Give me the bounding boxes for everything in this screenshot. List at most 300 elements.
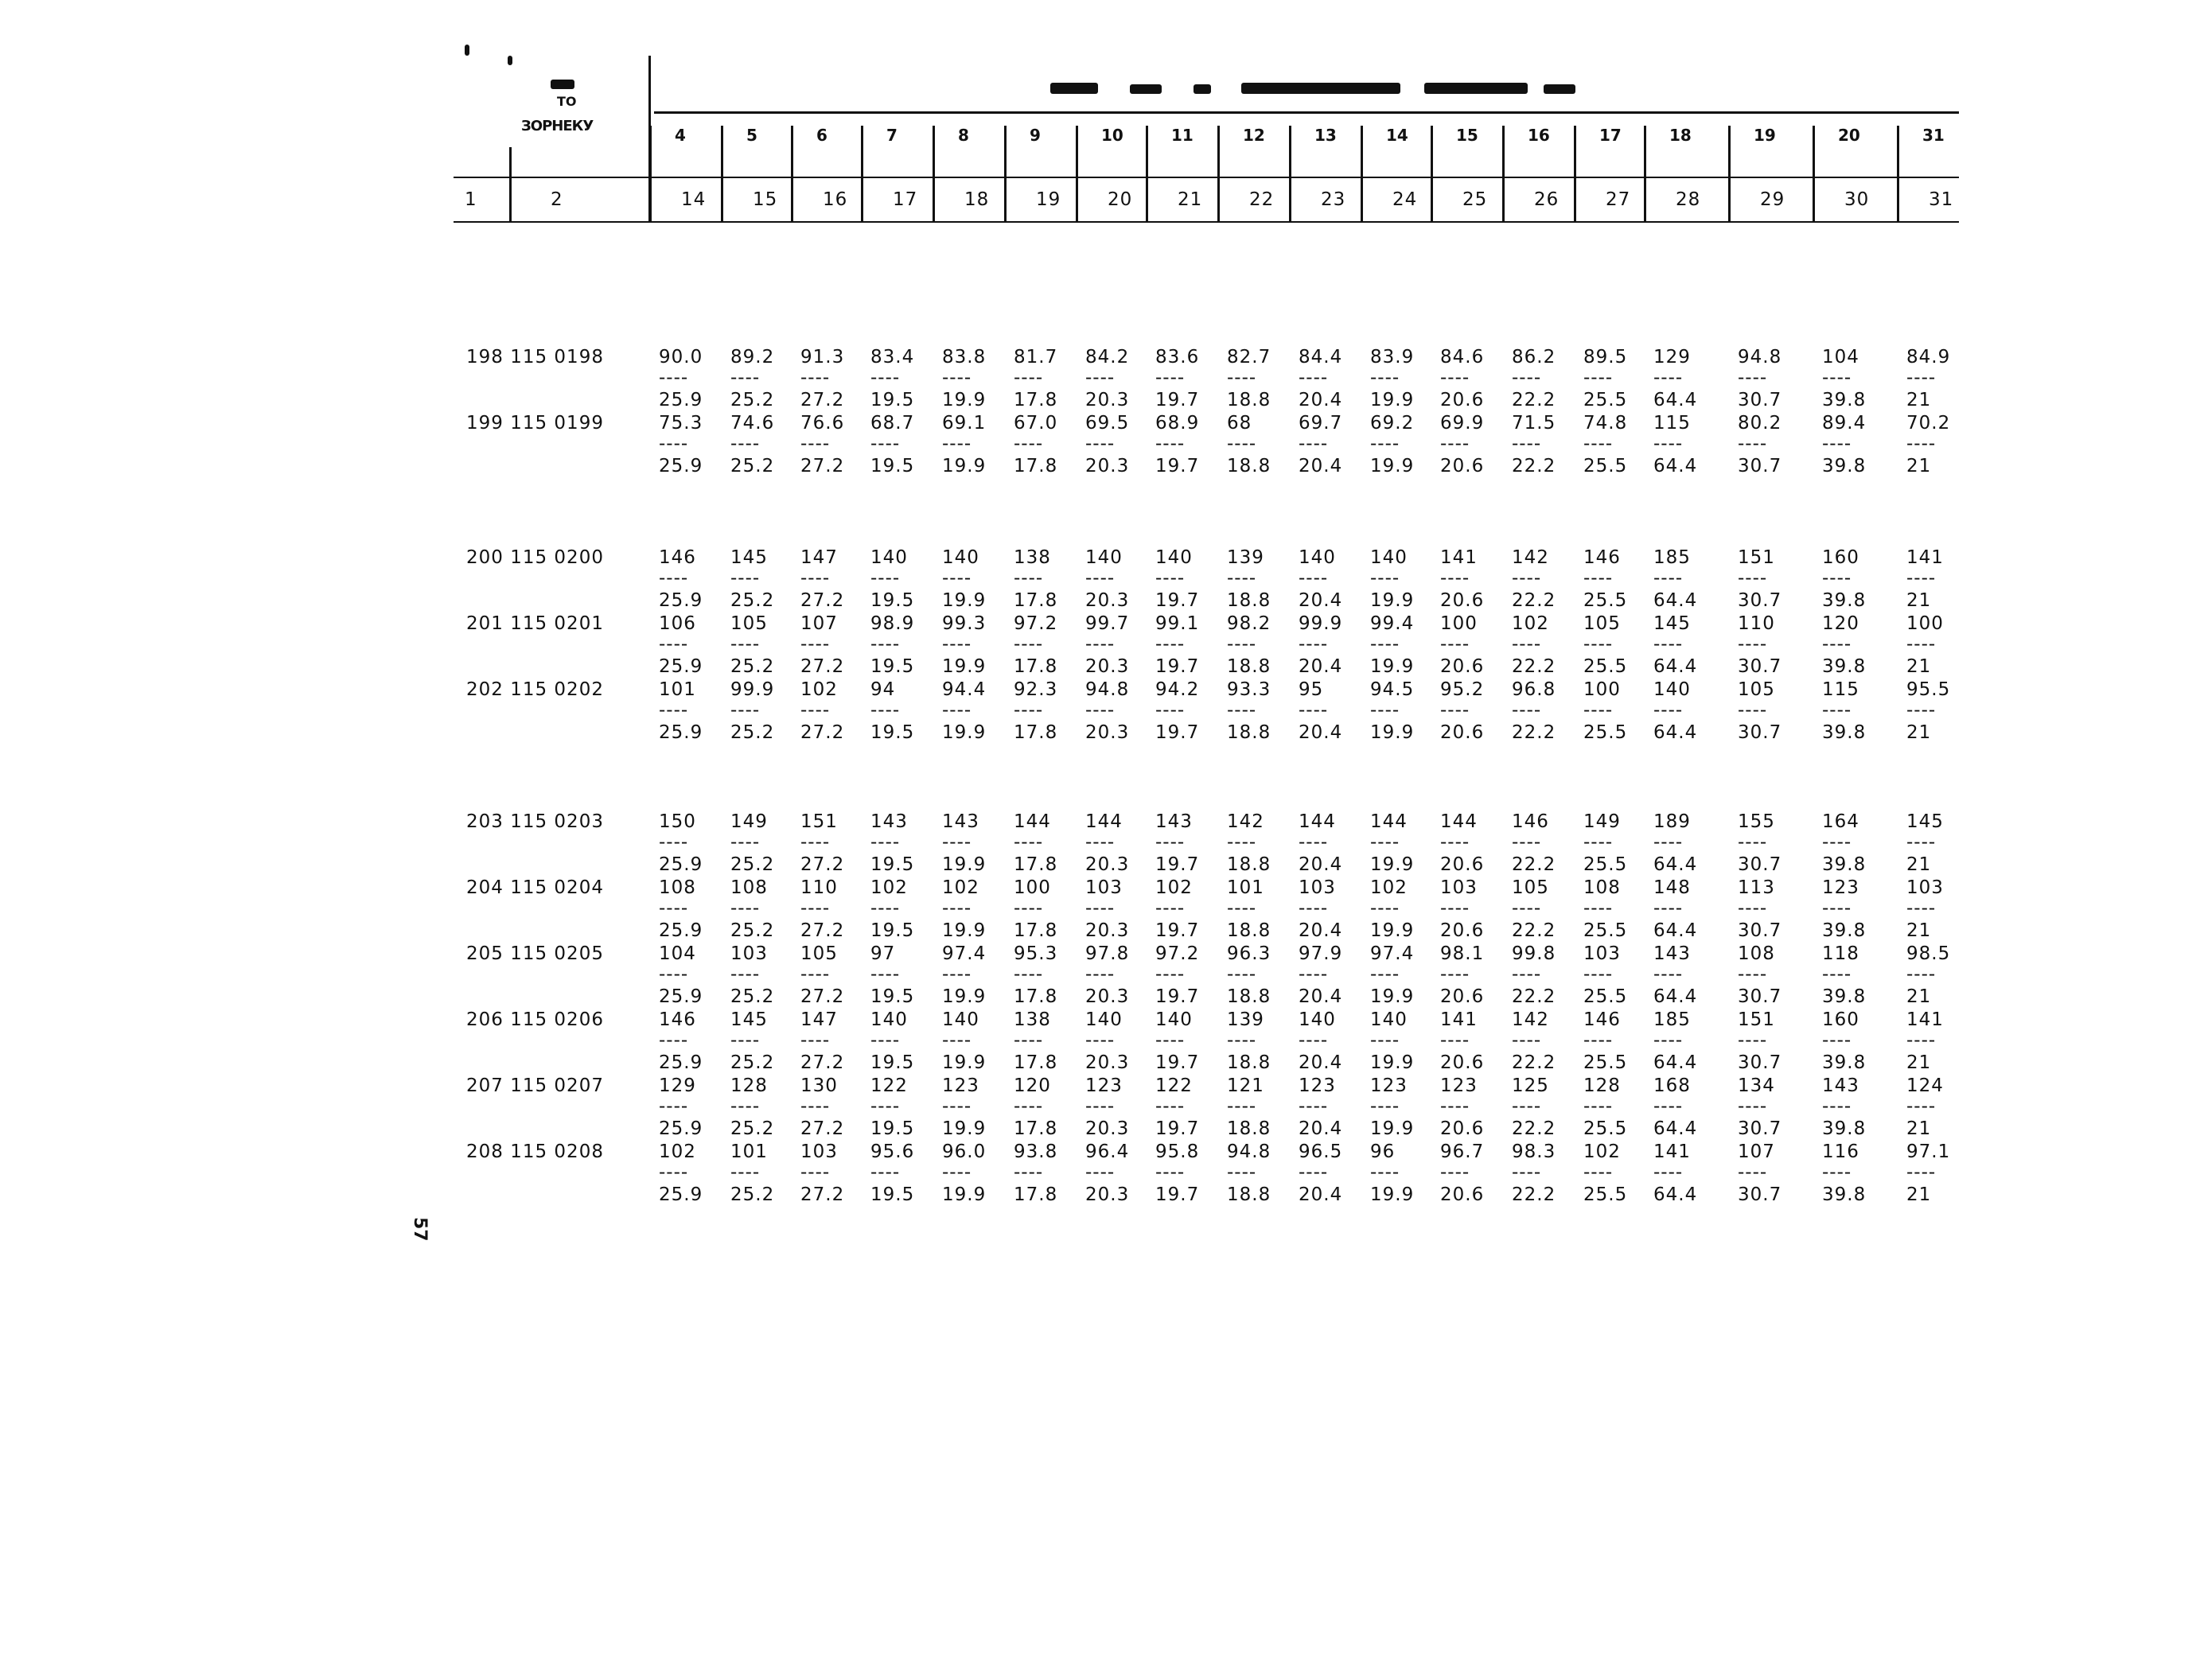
cell-denominator: 19.5 xyxy=(870,1184,915,1205)
column-number-bottom: 26 xyxy=(1534,189,1560,210)
fraction-bar: ---- xyxy=(942,832,972,853)
cell-denominator: 20.3 xyxy=(1085,854,1130,875)
cell-value: 105 xyxy=(1738,679,1775,700)
fraction-bar: ---- xyxy=(1370,568,1400,589)
fraction-bar: ---- xyxy=(942,1162,972,1183)
fraction-bar: ---- xyxy=(730,832,761,853)
cell-value: 140 xyxy=(1155,1009,1193,1030)
column-number-top: 9 xyxy=(1030,126,1041,145)
cell-denominator: 21 xyxy=(1906,390,1932,410)
cell-denominator: 21 xyxy=(1906,1184,1932,1205)
cell-value: 97.8 xyxy=(1085,943,1130,964)
fraction-bar: ---- xyxy=(1738,368,1768,388)
column-divider xyxy=(1289,126,1291,223)
column-number-bottom: 15 xyxy=(753,189,778,210)
header-divider xyxy=(509,147,512,223)
fraction-bar: ---- xyxy=(1906,568,1937,589)
fraction-bar: ---- xyxy=(659,898,689,919)
cell-value: 104 xyxy=(1822,347,1859,368)
cell-value: 69.7 xyxy=(1299,413,1343,434)
cell-denominator: 64.4 xyxy=(1653,986,1698,1007)
fraction-bar: ---- xyxy=(1512,832,1542,853)
cell-denominator: 20.4 xyxy=(1299,390,1343,410)
cell-denominator: 21 xyxy=(1906,854,1932,875)
fraction-bar: ---- xyxy=(1085,964,1116,985)
cell-denominator: 64.4 xyxy=(1653,456,1698,476)
cell-value: 102 xyxy=(659,1141,696,1162)
row-number-2: 2 xyxy=(551,189,563,210)
cell-denominator: 19.9 xyxy=(942,656,987,677)
cell-denominator: 25.2 xyxy=(730,656,775,677)
cell-denominator: 19.9 xyxy=(942,1184,987,1205)
fraction-bar: ---- xyxy=(1085,568,1116,589)
fraction-bar: ---- xyxy=(1906,368,1937,388)
cell-value: 69.2 xyxy=(1370,413,1415,434)
fraction-bar: ---- xyxy=(1512,434,1542,454)
column-number-bottom: 18 xyxy=(964,189,990,210)
column-number-bottom: 14 xyxy=(681,189,707,210)
cell-value: 125 xyxy=(1512,1075,1549,1096)
cell-value: 89.2 xyxy=(730,347,775,368)
cell-value: 107 xyxy=(1738,1141,1775,1162)
cell-value: 105 xyxy=(730,613,768,634)
cell-denominator: 19.7 xyxy=(1155,656,1200,677)
fraction-bar: ---- xyxy=(1653,1162,1684,1183)
cell-value: 146 xyxy=(659,1009,696,1030)
cell-value: 147 xyxy=(800,1009,838,1030)
cell-value: 103 xyxy=(1299,877,1336,898)
cell-value: 94.8 xyxy=(1085,679,1130,700)
row-id: 208 115 0208 xyxy=(466,1141,604,1162)
cell-denominator: 19.5 xyxy=(870,390,915,410)
cell-value: 75.3 xyxy=(659,413,703,434)
cell-value: 141 xyxy=(1906,1009,1944,1030)
fraction-bar: ---- xyxy=(1155,1030,1186,1051)
cell-denominator: 19.9 xyxy=(942,456,987,476)
cell-denominator: 64.4 xyxy=(1653,390,1698,410)
cell-denominator: 64.4 xyxy=(1653,1184,1698,1205)
column-number-top: 5 xyxy=(746,126,757,145)
cell-value: 185 xyxy=(1653,547,1691,568)
cell-denominator: 30.7 xyxy=(1738,920,1782,941)
fraction-bar: ---- xyxy=(1512,368,1542,388)
fraction-bar: ---- xyxy=(659,832,689,853)
cell-value: 96.4 xyxy=(1085,1141,1130,1162)
cell-value: 145 xyxy=(730,547,768,568)
fraction-bar: ---- xyxy=(942,898,972,919)
cell-value: 146 xyxy=(1583,547,1621,568)
cell-value: 102 xyxy=(1155,877,1193,898)
cell-denominator: 20.3 xyxy=(1085,1052,1130,1073)
fraction-bar: ---- xyxy=(800,832,831,853)
page-number: 57 xyxy=(410,1217,430,1242)
cell-denominator: 19.7 xyxy=(1155,920,1200,941)
fraction-bar: ---- xyxy=(800,634,831,655)
fraction-bar: ---- xyxy=(659,700,689,721)
column-divider xyxy=(1361,126,1363,223)
header-label-2: ЗОРНЕКУ xyxy=(521,118,594,134)
column-number-bottom: 20 xyxy=(1108,189,1133,210)
cell-denominator: 27.2 xyxy=(800,920,845,941)
cell-value: 97.4 xyxy=(942,943,987,964)
cell-denominator: 25.5 xyxy=(1583,1118,1628,1139)
cell-denominator: 25.2 xyxy=(730,1052,775,1073)
cell-value: 96.3 xyxy=(1227,943,1271,964)
header-label-1: ТО xyxy=(557,94,577,109)
fraction-bar: ---- xyxy=(1583,700,1614,721)
cell-denominator: 27.2 xyxy=(800,656,845,677)
fraction-bar: ---- xyxy=(870,1162,901,1183)
cell-value: 115 xyxy=(1653,413,1691,434)
fraction-bar: ---- xyxy=(1906,434,1937,454)
cell-value: 97.4 xyxy=(1370,943,1415,964)
cell-value: 144 xyxy=(1440,811,1478,832)
fraction-bar: ---- xyxy=(659,1162,689,1183)
fraction-bar: ---- xyxy=(870,1030,901,1051)
cell-value: 91.3 xyxy=(800,347,845,368)
fraction-bar: ---- xyxy=(1440,964,1470,985)
cell-value: 130 xyxy=(800,1075,838,1096)
fraction-bar: ---- xyxy=(1085,1030,1116,1051)
cell-value: 142 xyxy=(1227,811,1264,832)
fraction-bar: ---- xyxy=(1227,964,1257,985)
fraction-bar: ---- xyxy=(870,568,901,589)
cell-value: 134 xyxy=(1738,1075,1775,1096)
column-divider xyxy=(1004,126,1007,223)
cell-denominator: 30.7 xyxy=(1738,456,1782,476)
cell-value: 102 xyxy=(1370,877,1408,898)
cell-value: 146 xyxy=(1583,1009,1621,1030)
fraction-bar: ---- xyxy=(1155,1096,1186,1117)
fraction-bar: ---- xyxy=(1583,1030,1614,1051)
cell-denominator: 20.4 xyxy=(1299,920,1343,941)
fraction-bar: ---- xyxy=(1155,634,1186,655)
column-number-top: 6 xyxy=(816,126,827,145)
cell-value: 95.5 xyxy=(1906,679,1951,700)
fraction-bar: ---- xyxy=(1440,1096,1470,1117)
cell-denominator: 25.9 xyxy=(659,656,703,677)
cell-value: 142 xyxy=(1512,1009,1549,1030)
cell-value: 108 xyxy=(1583,877,1621,898)
cell-denominator: 18.8 xyxy=(1227,986,1271,1007)
fraction-bar: ---- xyxy=(942,568,972,589)
cell-denominator: 25.5 xyxy=(1583,590,1628,611)
fraction-bar: ---- xyxy=(1227,568,1257,589)
cell-denominator: 25.9 xyxy=(659,986,703,1007)
cell-value: 103 xyxy=(1906,877,1944,898)
cell-denominator: 25.9 xyxy=(659,722,703,743)
column-number-bottom: 30 xyxy=(1844,189,1870,210)
fraction-bar: ---- xyxy=(1299,898,1329,919)
fraction-bar: ---- xyxy=(1299,1096,1329,1117)
cell-value: 101 xyxy=(659,679,696,700)
fraction-bar: ---- xyxy=(1299,634,1329,655)
header-title-blob xyxy=(1241,83,1400,94)
cell-denominator: 17.8 xyxy=(1014,854,1058,875)
fraction-bar: ---- xyxy=(1155,568,1186,589)
cell-value: 94.4 xyxy=(942,679,987,700)
fraction-bar: ---- xyxy=(1583,434,1614,454)
cell-denominator: 30.7 xyxy=(1738,1118,1782,1139)
fraction-bar: ---- xyxy=(1299,1030,1329,1051)
column-divider xyxy=(649,126,652,223)
cell-denominator: 19.9 xyxy=(942,722,987,743)
cell-value: 142 xyxy=(1512,547,1549,568)
cell-value: 143 xyxy=(870,811,908,832)
fraction-bar: ---- xyxy=(1014,434,1044,454)
cell-value: 95.6 xyxy=(870,1141,915,1162)
cell-denominator: 30.7 xyxy=(1738,590,1782,611)
header-rule xyxy=(454,221,1959,223)
cell-denominator: 22.2 xyxy=(1512,656,1556,677)
fraction-bar: ---- xyxy=(1085,1162,1116,1183)
cell-denominator: 19.5 xyxy=(870,1052,915,1073)
cell-denominator: 20.6 xyxy=(1440,722,1485,743)
cell-denominator: 17.8 xyxy=(1014,456,1058,476)
cell-denominator: 19.9 xyxy=(942,1052,987,1073)
cell-denominator: 18.8 xyxy=(1227,390,1271,410)
column-number-bottom: 28 xyxy=(1676,189,1701,210)
fraction-bar: ---- xyxy=(870,634,901,655)
cell-denominator: 20.4 xyxy=(1299,722,1343,743)
cell-value: 94.8 xyxy=(1227,1141,1271,1162)
cell-value: 143 xyxy=(1155,811,1193,832)
cell-value: 164 xyxy=(1822,811,1859,832)
cell-denominator: 39.8 xyxy=(1822,1184,1867,1205)
fraction-bar: ---- xyxy=(1653,568,1684,589)
cell-value: 139 xyxy=(1227,547,1264,568)
cell-value: 189 xyxy=(1653,811,1691,832)
fraction-bar: ---- xyxy=(1085,832,1116,853)
cell-value: 148 xyxy=(1653,877,1691,898)
cell-denominator: 20.6 xyxy=(1440,656,1485,677)
cell-value: 80.2 xyxy=(1738,413,1782,434)
cell-value: 140 xyxy=(1370,547,1408,568)
cell-value: 106 xyxy=(659,613,696,634)
cell-value: 113 xyxy=(1738,877,1775,898)
fraction-bar: ---- xyxy=(800,1096,831,1117)
cell-value: 98.5 xyxy=(1906,943,1951,964)
cell-value: 94.5 xyxy=(1370,679,1415,700)
cell-denominator: 20.4 xyxy=(1299,1118,1343,1139)
cell-value: 120 xyxy=(1822,613,1859,634)
cell-denominator: 25.2 xyxy=(730,456,775,476)
cell-value: 69.1 xyxy=(942,413,987,434)
fraction-bar: ---- xyxy=(1014,898,1044,919)
cell-value: 103 xyxy=(1583,943,1621,964)
header-title-blob xyxy=(1424,83,1528,94)
column-divider xyxy=(1076,126,1078,223)
cell-denominator: 39.8 xyxy=(1822,656,1867,677)
cell-value: 123 xyxy=(1299,1075,1336,1096)
fraction-bar: ---- xyxy=(1014,634,1044,655)
cell-value: 84.9 xyxy=(1906,347,1951,368)
fraction-bar: ---- xyxy=(1370,964,1400,985)
row-id: 202 115 0202 xyxy=(466,679,604,700)
cell-value: 102 xyxy=(1583,1141,1621,1162)
fraction-bar: ---- xyxy=(1822,368,1852,388)
cell-value: 141 xyxy=(1653,1141,1691,1162)
fraction-bar: ---- xyxy=(1014,368,1044,388)
cell-denominator: 22.2 xyxy=(1512,986,1556,1007)
fraction-bar: ---- xyxy=(1512,964,1542,985)
cell-value: 185 xyxy=(1653,1009,1691,1030)
cell-denominator: 64.4 xyxy=(1653,920,1698,941)
fraction-bar: ---- xyxy=(730,964,761,985)
cell-value: 151 xyxy=(1738,547,1775,568)
cell-denominator: 19.9 xyxy=(1370,854,1415,875)
fraction-bar: ---- xyxy=(800,568,831,589)
fraction-bar: ---- xyxy=(1155,368,1186,388)
cell-denominator: 19.9 xyxy=(1370,456,1415,476)
cell-value: 151 xyxy=(800,811,838,832)
cell-value: 144 xyxy=(1299,811,1336,832)
column-number-top: 31 xyxy=(1922,126,1945,145)
cell-value: 105 xyxy=(1512,877,1549,898)
cell-denominator: 17.8 xyxy=(1014,390,1058,410)
fraction-bar: ---- xyxy=(1155,1162,1186,1183)
cell-denominator: 18.8 xyxy=(1227,1052,1271,1073)
cell-denominator: 20.3 xyxy=(1085,920,1130,941)
fraction-bar: ---- xyxy=(1440,1162,1470,1183)
fraction-bar: ---- xyxy=(1512,700,1542,721)
fraction-bar: ---- xyxy=(1370,1030,1400,1051)
cell-denominator: 30.7 xyxy=(1738,986,1782,1007)
fraction-bar: ---- xyxy=(1738,1162,1768,1183)
fraction-bar: ---- xyxy=(1512,1096,1542,1117)
fraction-bar: ---- xyxy=(1738,700,1768,721)
cell-value: 144 xyxy=(1014,811,1051,832)
cell-value: 101 xyxy=(730,1141,768,1162)
cell-denominator: 19.5 xyxy=(870,986,915,1007)
fraction-bar: ---- xyxy=(1583,368,1614,388)
cell-value: 118 xyxy=(1822,943,1859,964)
cell-value: 100 xyxy=(1906,613,1944,634)
column-number-top: 8 xyxy=(958,126,969,145)
cell-value: 145 xyxy=(730,1009,768,1030)
cell-denominator: 17.8 xyxy=(1014,1184,1058,1205)
fraction-bar: ---- xyxy=(1014,1162,1044,1183)
column-number-top: 10 xyxy=(1101,126,1123,145)
cell-value: 100 xyxy=(1583,679,1621,700)
cell-value: 123 xyxy=(942,1075,979,1096)
header-mark xyxy=(551,80,574,89)
fraction-bar: ---- xyxy=(1155,898,1186,919)
fraction-bar: ---- xyxy=(1085,1096,1116,1117)
fraction-bar: ---- xyxy=(1440,434,1470,454)
fraction-bar: ---- xyxy=(1822,1162,1852,1183)
cell-denominator: 20.4 xyxy=(1299,1184,1343,1205)
fraction-bar: ---- xyxy=(1299,368,1329,388)
row-id: 207 115 0207 xyxy=(466,1075,604,1096)
column-divider xyxy=(1813,126,1815,223)
fraction-bar: ---- xyxy=(1822,964,1852,985)
column-number-bottom: 16 xyxy=(823,189,848,210)
cell-denominator: 19.7 xyxy=(1155,986,1200,1007)
fraction-bar: ---- xyxy=(1370,368,1400,388)
cell-denominator: 21 xyxy=(1906,1118,1932,1139)
header-rule xyxy=(454,177,1959,178)
cell-value: 121 xyxy=(1227,1075,1264,1096)
cell-value: 123 xyxy=(1370,1075,1408,1096)
cell-value: 146 xyxy=(1512,811,1549,832)
cell-value: 84.4 xyxy=(1299,347,1343,368)
cell-denominator: 64.4 xyxy=(1653,1118,1698,1139)
cell-denominator: 20.4 xyxy=(1299,1052,1343,1073)
cell-denominator: 20.3 xyxy=(1085,656,1130,677)
cell-value: 160 xyxy=(1822,1009,1859,1030)
cell-denominator: 19.7 xyxy=(1155,1118,1200,1139)
cell-denominator: 19.9 xyxy=(1370,1052,1415,1073)
cell-value: 104 xyxy=(659,943,696,964)
cell-denominator: 18.8 xyxy=(1227,1184,1271,1205)
cell-denominator: 25.5 xyxy=(1583,1052,1628,1073)
cell-denominator: 21 xyxy=(1906,456,1932,476)
cell-denominator: 39.8 xyxy=(1822,722,1867,743)
cell-denominator: 17.8 xyxy=(1014,920,1058,941)
cell-value: 96.7 xyxy=(1440,1141,1485,1162)
cell-denominator: 39.8 xyxy=(1822,590,1867,611)
fraction-bar: ---- xyxy=(1014,1030,1044,1051)
fraction-bar: ---- xyxy=(1512,1030,1542,1051)
cell-value: 95 xyxy=(1299,679,1324,700)
cell-denominator: 64.4 xyxy=(1653,722,1698,743)
cell-value: 99.3 xyxy=(942,613,987,634)
fraction-bar: ---- xyxy=(659,368,689,388)
cell-denominator: 25.9 xyxy=(659,1184,703,1205)
fraction-bar: ---- xyxy=(1014,700,1044,721)
cell-denominator: 39.8 xyxy=(1822,456,1867,476)
fraction-bar: ---- xyxy=(1014,964,1044,985)
cell-value: 96 xyxy=(1370,1141,1396,1162)
cell-value: 98.9 xyxy=(870,613,915,634)
cell-denominator: 17.8 xyxy=(1014,1052,1058,1073)
cell-denominator: 18.8 xyxy=(1227,456,1271,476)
fraction-bar: ---- xyxy=(1299,1162,1329,1183)
cell-value: 120 xyxy=(1014,1075,1051,1096)
fraction-bar: ---- xyxy=(800,898,831,919)
cell-denominator: 64.4 xyxy=(1653,590,1698,611)
column-divider xyxy=(1574,126,1576,223)
fraction-bar: ---- xyxy=(942,634,972,655)
column-number-top: 15 xyxy=(1456,126,1478,145)
fraction-bar: ---- xyxy=(870,1096,901,1117)
fraction-bar: ---- xyxy=(1370,434,1400,454)
fraction-bar: ---- xyxy=(1583,1096,1614,1117)
cell-value: 140 xyxy=(870,1009,908,1030)
cell-value: 97.9 xyxy=(1299,943,1343,964)
cell-value: 71.5 xyxy=(1512,413,1556,434)
cell-denominator: 25.9 xyxy=(659,456,703,476)
fraction-bar: ---- xyxy=(1512,1162,1542,1183)
fraction-bar: ---- xyxy=(1440,898,1470,919)
fraction-bar: ---- xyxy=(1512,634,1542,655)
cell-denominator: 19.9 xyxy=(942,920,987,941)
cell-value: 140 xyxy=(1085,547,1123,568)
cell-denominator: 25.5 xyxy=(1583,456,1628,476)
cell-value: 103 xyxy=(730,943,768,964)
cell-denominator: 22.2 xyxy=(1512,920,1556,941)
cell-denominator: 19.9 xyxy=(942,986,987,1007)
cell-denominator: 21 xyxy=(1906,1052,1932,1073)
fraction-bar: ---- xyxy=(1155,700,1186,721)
fraction-bar: ---- xyxy=(800,1030,831,1051)
cell-denominator: 20.3 xyxy=(1085,390,1130,410)
cell-denominator: 17.8 xyxy=(1014,590,1058,611)
cell-denominator: 19.5 xyxy=(870,590,915,611)
fraction-bar: ---- xyxy=(1227,898,1257,919)
fraction-bar: ---- xyxy=(1370,634,1400,655)
